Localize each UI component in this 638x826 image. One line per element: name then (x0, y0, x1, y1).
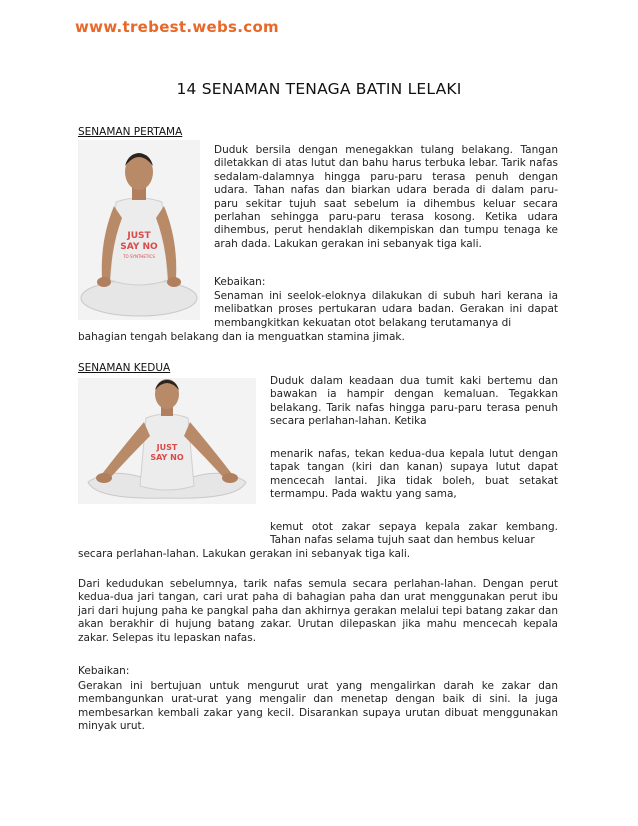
photo-senaman-kedua (78, 378, 256, 504)
section1-benefit-body: Senaman ini seelok-eloknya dilakukan di subuh hari kerana ia melibatkan proses pertukaran udara badan. Gerakan ini dapat membangkitkan kekuatan otot belakang terutamanya di (214, 290, 558, 329)
shirt-print-line2: SAY NO (120, 242, 158, 252)
page-title: 14 SENAMAN TENAGA BATIN LELAKI (176, 80, 462, 98)
section2-para1: Duduk dalam keadaan dua tumit kaki bertemu dan bawakan ia hampir dengan kemaluan. Tegakkan belakang. Tarik nafas hingga paru-paru terasa penuh secara perlahan-lahan. Ketika (270, 375, 558, 428)
section2-para3: kemut otot zakar sepaya kepala zakar kembang. Tahan nafas selama tujuh saat dan hembus keluar (270, 521, 558, 547)
section2-benefit-label: Kebaikan: (78, 665, 130, 677)
site-url: www.trebest.webs.com (75, 18, 279, 36)
section1-benefit-tail: bahagian tengah belakang dan ia menguatkan stamina jimak. (78, 331, 405, 343)
section-heading-pertama: SENAMAN PERTAMA (78, 126, 183, 138)
shirt-print-line1: JUST (156, 443, 178, 452)
section2-para2: menarik nafas, tekan kedua-dua kepala lutut dengan tapak tangan (kiri dan kanan) supaya lutut dapat mencecah lantai. Jika tidak boleh, buat setakat termampu. Pada waktu yang sama, (270, 448, 558, 501)
section2-benefit-body: Gerakan ini bertujuan untuk mengurut urat yang mengalirkan darah ke zakar dan membangunkan urat-urat yang mengalir dan menetap dengan baik di sini. Ia juga membesarkan kembali zakar yang kecil. Disarankan supaya urutan dibuat menggunakan minyak urut. (78, 680, 558, 733)
section-heading-kedua: SENAMAN KEDUA (78, 362, 171, 374)
shirt-print-line2: SAY NO (150, 453, 184, 462)
section2-para3-tail: secara perlahan-lahan. Lakukan gerakan ini sebanyak tiga kali. (78, 548, 411, 560)
photo-senaman-pertama (78, 140, 200, 320)
section2-para4: Dari kedudukan sebelumnya, tarik nafas semula secara perlahan-lahan. Dengan perut kedua-dua jari tangan, cari urat paha di bahagian paha dan urat menggunakan perut ibu jari dari hujung paha ke pangkal paha dan akhirnya gerakan melalui tepi batang zakar dan akan berakhir di hujung batang zakar. Urutan dilepaskan jika mahu mencecah kepala zakar. Selepas itu lepaskan nafas. (78, 578, 558, 644)
section1-body: Duduk bersila dengan menegakkan tulang belakang. Tangan diletakkan di atas lutut dan bahu harus terbuka lebar. Tarik nafas sedalam-dalamnya hingga paru-paru terasa penuh dengan udara. Tahan nafas dan biarkan udara berada di dalam paru-paru sekitar tujuh saat sebelum ia dihembus keluar secara perlahan sehingga paru-paru terasa kosong. Ketika udara dihembus, perut hendaklah dikempiskan dan tumpu tenaga ke arah dada. Lakukan gerakan ini sebanyak tiga kali. (214, 144, 558, 250)
shirt-print-line3: TO SYNTHETICS (123, 254, 155, 259)
section1-benefit-label: Kebaikan: (214, 276, 266, 288)
shirt-print-line1: JUST (127, 231, 151, 241)
